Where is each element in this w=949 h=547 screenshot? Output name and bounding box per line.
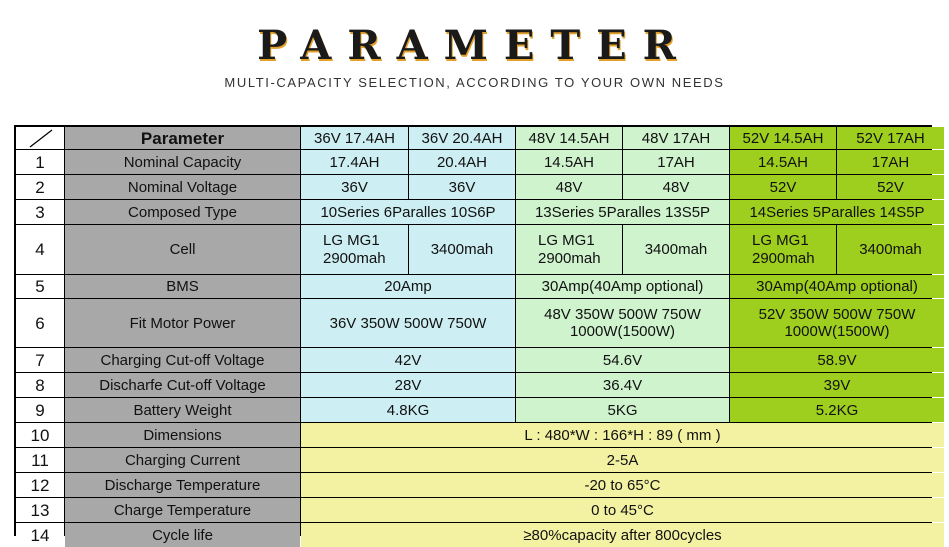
common-value-cell: ≥80%capacity after 800cycles: [301, 523, 944, 547]
merged-value-cell: 54.6V: [516, 348, 729, 372]
cell-capacity-text: 2900mah: [752, 249, 815, 267]
page-subtitle: MULTI-CAPACITY SELECTION, ACCORDING TO YOUR OWN NEEDS: [224, 75, 725, 90]
value-cell: 52V: [730, 175, 836, 199]
merged-value-cell: 10Series 6Paralles 10S6P: [301, 200, 515, 224]
row-label: Discharge Temperature: [65, 473, 300, 497]
motor-power-line: 48V 350W 500W 750W: [544, 306, 701, 323]
cell-type-cell: [730, 225, 836, 274]
row-number: 14: [16, 523, 64, 547]
page-title: PARAMETER: [257, 22, 692, 69]
merged-value-cell: 14Series 5Paralles 14S5P: [730, 200, 944, 224]
row-number: 2: [16, 175, 64, 199]
value-cell: 14.5AH: [730, 150, 836, 174]
motor-power-line: 1000W(1500W): [784, 323, 890, 340]
parameter-header: Parameter: [65, 127, 300, 149]
merged-value-cell: 39V: [730, 373, 944, 397]
merged-value-cell: 20Amp: [301, 275, 515, 298]
model-header: 36V 20.4AH: [409, 127, 515, 149]
row-number: 1: [16, 150, 64, 174]
row-label: Nominal Capacity: [65, 150, 300, 174]
value-cell: 48V: [623, 175, 729, 199]
diagonal-slash-icon: [16, 127, 64, 149]
pack-capacity-cell: 3400mah: [623, 225, 729, 274]
motor-power-line: 1000W(1500W): [569, 323, 676, 340]
row-number: 12: [16, 473, 64, 497]
row-label: Dimensions: [65, 423, 300, 447]
motor-power-line: 52V 350W 500W 750W: [758, 306, 916, 323]
row-number: 10: [16, 423, 64, 447]
value-cell: 36V: [301, 175, 408, 199]
value-cell: 20.4AH: [409, 150, 515, 174]
cell-model-text: LG MG1: [538, 231, 595, 249]
common-value-cell: 2-5A: [301, 448, 944, 472]
row-label: Charge Temperature: [65, 498, 300, 522]
cell-capacity-text: 2900mah: [538, 249, 601, 267]
merged-value-cell: 58.9V: [730, 348, 944, 372]
row-label: Cell: [65, 225, 300, 274]
merged-value-cell: 28V: [301, 373, 515, 397]
common-value-cell: -20 to 65°C: [301, 473, 944, 497]
model-header: 48V 14.5AH: [516, 127, 622, 149]
value-cell: 48V: [516, 175, 622, 199]
corner-cell: [16, 127, 64, 149]
merged-value-cell: 5KG: [516, 398, 729, 422]
parameter-table: [14, 125, 932, 545]
cell-model-text: LG MG1: [752, 231, 809, 249]
row-label: Fit Motor Power: [65, 299, 300, 347]
merged-value-cell: [730, 299, 944, 347]
merged-value-cell: [516, 299, 729, 347]
cell-type-cell: [301, 225, 408, 274]
merged-value-cell: 36V 350W 500W 750W: [301, 299, 515, 347]
model-header: 52V 17AH: [837, 127, 944, 149]
row-label: Battery Weight: [65, 398, 300, 422]
value-cell: 14.5AH: [516, 150, 622, 174]
row-label: Discharfe Cut-off Voltage: [65, 373, 300, 397]
value-cell: 36V: [409, 175, 515, 199]
row-number: 11: [16, 448, 64, 472]
row-number: 9: [16, 398, 64, 422]
pack-capacity-cell: 3400mah: [837, 225, 944, 274]
merged-value-cell: 5.2KG: [730, 398, 944, 422]
row-label: Charging Current: [65, 448, 300, 472]
merged-value-cell: 36.4V: [516, 373, 729, 397]
row-label: Nominal Voltage: [65, 175, 300, 199]
row-label: Charging Cut-off Voltage: [65, 348, 300, 372]
value-cell: 52V: [837, 175, 944, 199]
model-header: 48V 17AH: [623, 127, 729, 149]
cell-type-cell: [516, 225, 622, 274]
merged-value-cell: 42V: [301, 348, 515, 372]
value-cell: 17AH: [837, 150, 944, 174]
row-number: 7: [16, 348, 64, 372]
merged-value-cell: 30Amp(40Amp optional): [516, 275, 729, 298]
merged-value-cell: 30Amp(40Amp optional): [730, 275, 944, 298]
row-number: 6: [16, 299, 64, 347]
row-label: Cycle life: [65, 523, 300, 547]
model-header: 52V 14.5AH: [730, 127, 836, 149]
pack-capacity-cell: 3400mah: [409, 225, 515, 274]
model-header: 36V 17.4AH: [301, 127, 408, 149]
row-number: 4: [16, 225, 64, 274]
row-number: 8: [16, 373, 64, 397]
value-cell: 17AH: [623, 150, 729, 174]
common-value-cell: 0 to 45°C: [301, 498, 944, 522]
merged-value-cell: 13Series 5Paralles 13S5P: [516, 200, 729, 224]
merged-value-cell: 4.8KG: [301, 398, 515, 422]
row-number: 5: [16, 275, 64, 298]
row-label: BMS: [65, 275, 300, 298]
common-value-cell: L : 480*W : 166*H : 89 ( mm ): [301, 423, 944, 447]
row-label: Composed Type: [65, 200, 300, 224]
value-cell: 17.4AH: [301, 150, 408, 174]
row-number: 13: [16, 498, 64, 522]
row-number: 3: [16, 200, 64, 224]
cell-model-text: LG MG1: [323, 231, 380, 249]
cell-capacity-text: 2900mah: [323, 249, 386, 267]
